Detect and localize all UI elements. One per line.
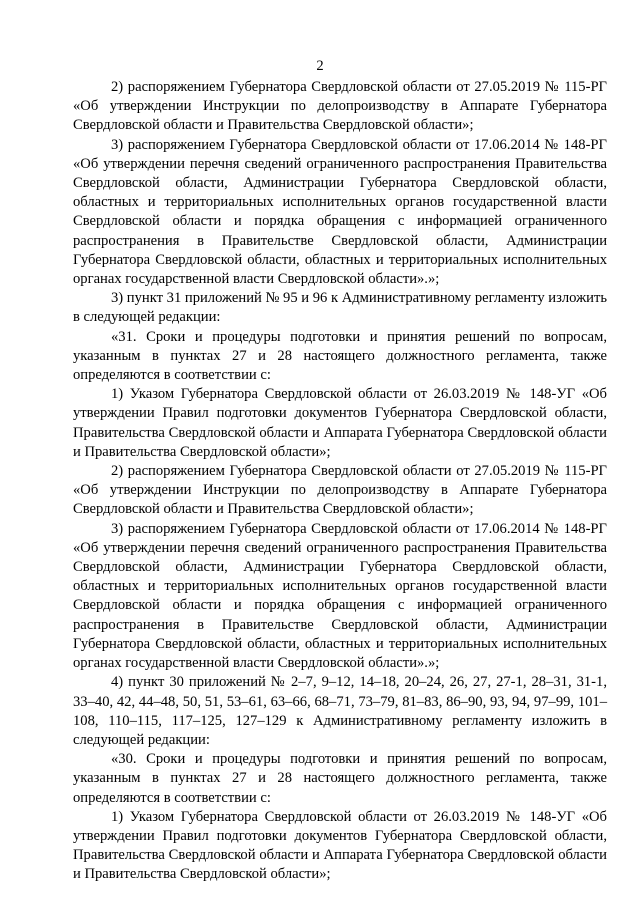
paragraph: 3) распоряжением Губернатора Свердловской области от 17.06.2014 № 148-РГ «Об утверждении перечня сведений ограниченного распространения Правительства Свердловской области, Администрации Губернатора Свердловской области, областных и территориальных исполнительных органов государственной власти Свердловской области и порядка обращения с информацией ограниченного распространения в Правительстве Свердловской области, Администрации Губернатора Свердловской области, областных и территориальных исполнительных органах государственной власти Свердловской области».»; [73,520,607,672]
paragraph: 3) пункт 31 приложений № 95 и 96 к Административному регламенту изложить в следующей редакции: [73,290,608,326]
paragraph: 2) распоряжением Губернатора Свердловской области от 27.05.2019 № 115-РГ «Об утверждении Инструкции по делопроизводству в Аппарате Губернатора Свердловской области и Правительства Свердловской области»; [73,79,607,134]
paragraph: 1) Указом Губернатора Свердловской области от 26.03.2019 № 148-УГ «Об утверждении Правил подготовки документов Губернатора Свердловской области, Правительства Свердловской области и Аппарата Губернатора Свердловской области и Правительства Свердловской области»; [73,808,607,883]
paragraph: 4) пункт 30 приложений № 2–7, 9–12, 14–18, 20–24, 26, 27, 27-1, 28–31, 31-1, 33–40, 42, 44–48, 50, 51, 53–61, 63–66, 68–71, 73–79, 81–83, 86–90, 93, 94, 97–99, 101–108, 110–115, 117–125, 127–129 к Административному регламенту изложить в следующей редакции: [73,674,607,748]
paragraph: «31. Сроки и процедуры подготовки и принятия решений по вопросам, указанным в пунктах 27 и 28 настоящего должностного регламента, также определяются в соответствии с: [73,328,607,384]
page-number: 2 [316,58,324,74]
document-body [73,78,607,885]
paragraph: 3) распоряжением Губернатора Свердловской области от 17.06.2014 № 148-РГ «Об утверждении перечня сведений ограниченного распространения Правительства Свердловской области, Администрации Губернатора Свердловской области, областных и территориальных исполнительных органов государственной власти Свердловской области и порядка обращения с информацией ограниченного распространения в Правительстве Свердловской области, Администрации Губернатора Свердловской области, областных и территориальных исполнительных органах государственной власти Свердловской области».»; [73,136,607,288]
paragraph: «30. Сроки и процедуры подготовки и принятия решений по вопросам, указанным в пунктах 27 и 28 настоящего должностного регламента, также определяются в соответствии с: [73,751,607,806]
paragraph: 1) Указом Губернатора Свердловской области от 26.03.2019 № 148-УГ «Об утверждении Правил подготовки документов Губернатора Свердловской области, Правительства Свердловской области и Аппарата Губернатора Свердловской области и Правительства Свердловской области»; [73,386,607,460]
paragraph: 2) распоряжением Губернатора Свердловской области от 27.05.2019 № 115-РГ «Об утверждении Инструкции по делопроизводству в Аппарате Губернатора Свердловской области и Правительства Свердловской области»; [73,463,607,518]
